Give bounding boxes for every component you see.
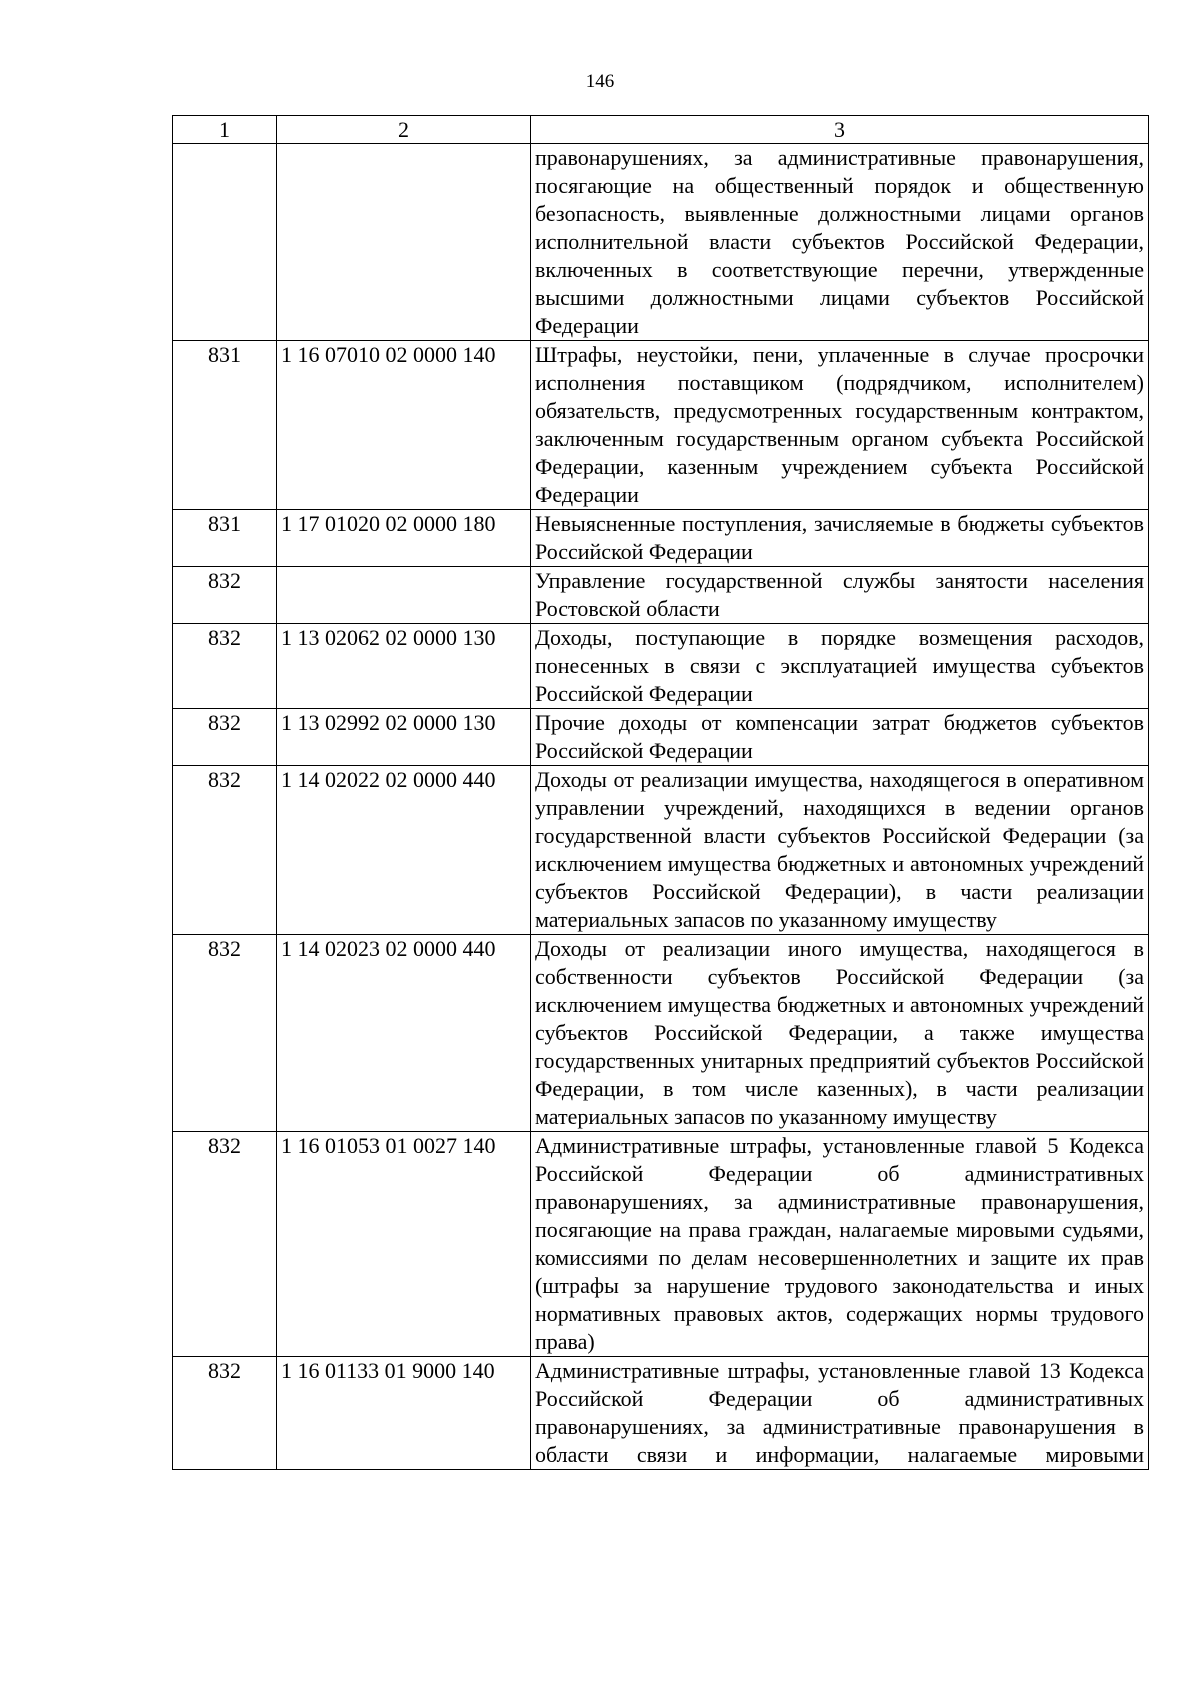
column-header-2: 2 — [277, 116, 531, 144]
description-cell: Доходы от реализации имущества, находящегося в оперативном управлении учреждений, находящихся в ведении органов государственной власти субъектов Российской Федерации (за исключением имущества бюджетных и автономных учреждений субъектов Российской Федерации), в части реализации материальных запасов по указанному имуществу — [531, 766, 1149, 935]
table-row — [173, 766, 1149, 935]
description-cell: Доходы, поступающие в порядке возмещения расходов, понесенных в связи с эксплуатацией имущества субъектов Российской Федерации — [531, 624, 1149, 709]
description-cell: Административные штрафы, установленные главой 13 Кодекса Российской Федерации об административных правонарушениях, за административные правонарушения в области связи и информации, налагаемые мировыми — [531, 1357, 1149, 1470]
table-row — [173, 341, 1149, 510]
page-number: 146 — [585, 71, 615, 92]
table-row — [173, 567, 1149, 624]
budget-code-cell: 1 13 02992 02 0000 130 — [277, 709, 531, 766]
table-row — [173, 624, 1149, 709]
budget-code-cell — [277, 567, 531, 624]
admin-code-cell: 832 — [173, 709, 277, 766]
admin-code-cell: 831 — [173, 341, 277, 510]
admin-code-cell — [173, 144, 277, 341]
description-cell: Прочие доходы от компенсации затрат бюджетов субъектов Российской Федерации — [531, 709, 1149, 766]
budget-code-cell: 1 14 02022 02 0000 440 — [277, 766, 531, 935]
table-row — [173, 510, 1149, 567]
description-cell: Административные штрафы, установленные главой 5 Кодекса Российской Федерации об административных правонарушениях, за административные правонарушения, посягающие на права граждан, налагаемые мировыми судьями, комиссиями по делам несовершеннолетних и защите их прав (штрафы за нарушение трудового законодательства и иных нормативных правовых актов, содержащих нормы трудового права) — [531, 1132, 1149, 1357]
table-row — [173, 144, 1149, 341]
admin-code-cell: 832 — [173, 766, 277, 935]
description-cell: правонарушениях, за административные правонарушения, посягающие на общественный порядок и общественную безопасность, выявленные должностными лицами органов исполнительной власти субъектов Российской Федерации, включенных в соответствующие перечни, утвержденные высшими должностными лицами субъектов Российской Федерации — [531, 144, 1149, 341]
budget-code-cell — [277, 144, 531, 341]
admin-code-cell: 832 — [173, 624, 277, 709]
admin-code-cell: 832 — [173, 567, 277, 624]
admin-code-cell: 832 — [173, 935, 277, 1132]
budget-code-cell: 1 13 02062 02 0000 130 — [277, 624, 531, 709]
budget-code-cell: 1 14 02023 02 0000 440 — [277, 935, 531, 1132]
table-row — [173, 709, 1149, 766]
column-header-1: 1 — [173, 116, 277, 144]
table-row — [173, 1357, 1149, 1470]
admin-code-cell: 832 — [173, 1357, 277, 1470]
column-header-3: 3 — [531, 116, 1149, 144]
budget-classification-table — [172, 115, 1149, 1470]
description-cell: Доходы от реализации иного имущества, находящегося в собственности субъектов Российской Федерации (за исключением имущества бюджетных и автономных учреждений субъектов Российской Федерации, а также имущества государственных унитарных предприятий субъектов Российской Федерации, в том числе казенных), в части реализации материальных запасов по указанному имуществу — [531, 935, 1149, 1132]
admin-code-cell: 831 — [173, 510, 277, 567]
table-header-row — [173, 116, 1149, 144]
admin-code-cell: 832 — [173, 1132, 277, 1357]
description-cell: Управление государственной службы занятости населения Ростовской области — [531, 567, 1149, 624]
description-cell: Штрафы, неустойки, пени, уплаченные в случае просрочки исполнения поставщиком (подрядчиком, исполнителем) обязательств, предусмотренных государственным контрактом, заключенным государственным органом субъекта Российской Федерации, казенным учреждением субъекта Российской Федерации — [531, 341, 1149, 510]
table-row — [173, 935, 1149, 1132]
table-row — [173, 1132, 1149, 1357]
description-cell: Невыясненные поступления, зачисляемые в бюджеты субъектов Российской Федерации — [531, 510, 1149, 567]
budget-code-cell: 1 16 07010 02 0000 140 — [277, 341, 531, 510]
budget-code-cell: 1 16 01133 01 9000 140 — [277, 1357, 531, 1470]
budget-code-cell: 1 17 01020 02 0000 180 — [277, 510, 531, 567]
budget-code-cell: 1 16 01053 01 0027 140 — [277, 1132, 531, 1357]
